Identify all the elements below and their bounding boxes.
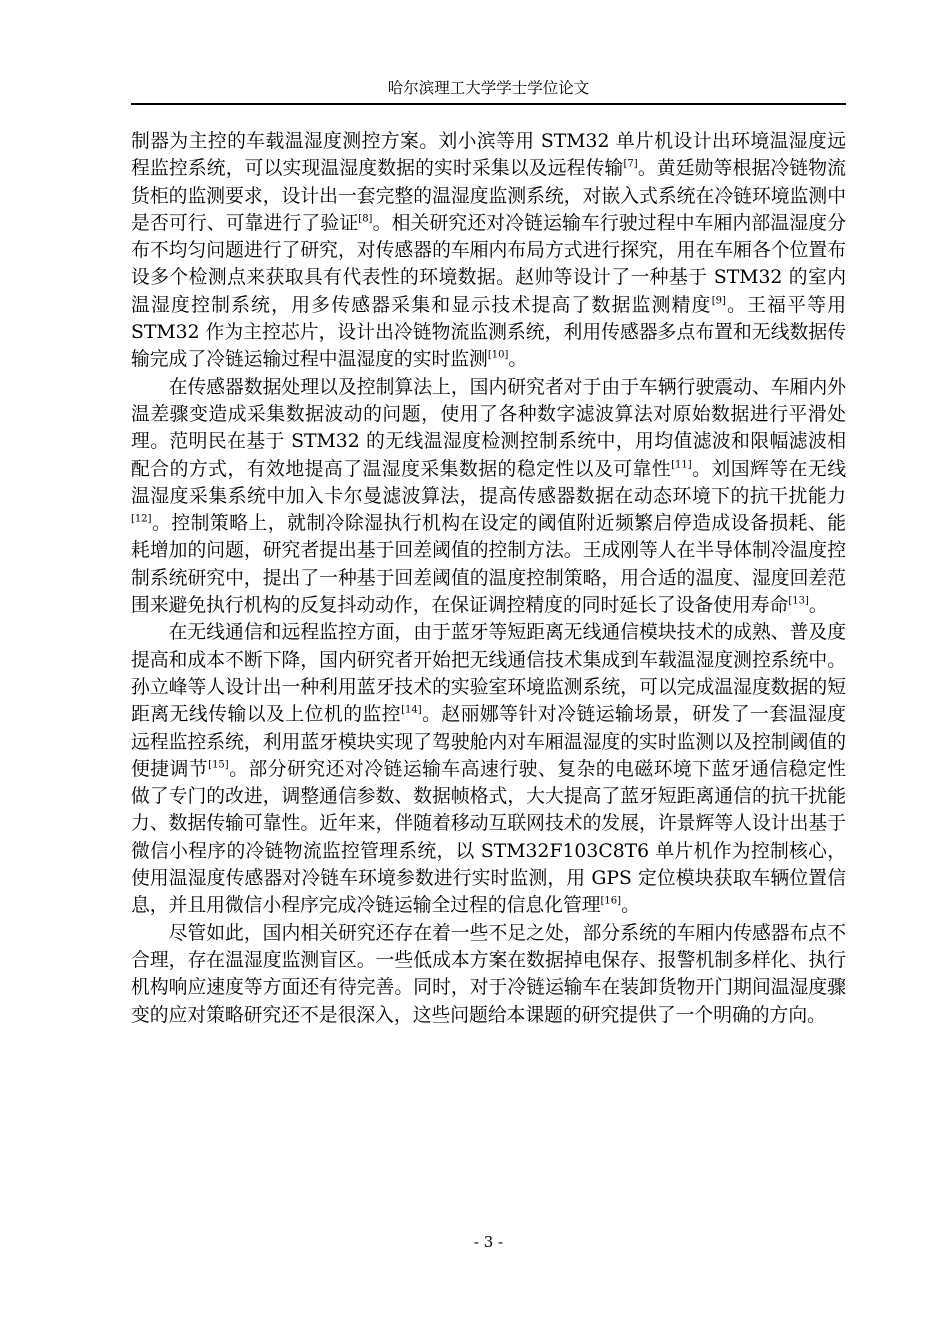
text-run: 制器为主控的车载温湿度测控方案。刘小滨等用 STM32 单片机设计出环境温湿度远程监控系统，可以实现温湿度数据的实时采集以及远程传输	[131, 131, 846, 180]
page-header	[131, 78, 846, 98]
body-text	[131, 128, 846, 1029]
text-run: 。	[621, 895, 640, 917]
text-run: 。赵丽娜等针对冷链运输场景，研发了一套温湿度远程监控系统，利用蓝牙模块实现了驾驶舱内对车厢温湿度的实时监测以及控制阈值的便捷调节	[131, 704, 847, 780]
citation-ref: [7]	[623, 158, 638, 170]
page-number-text: - 3 -	[473, 1233, 504, 1251]
header-divider	[131, 103, 846, 105]
paragraph-wireless-communication	[131, 619, 846, 919]
citation-ref: [11]	[671, 459, 692, 471]
citation-ref: [10]	[487, 349, 509, 361]
text-run: 。	[808, 595, 828, 617]
paragraph-continuation	[131, 128, 846, 374]
text-run: 。刘国辉等在无线温湿度采集系统中加入卡尔曼滤波算法，提高传感器数据在动态环境下的抗干扰能力	[131, 458, 846, 507]
text-run: 尽管如此，国内相关研究还存在着一些不足之处，部分系统的车厢内传感器布点不合理，存在温湿度监测盲区。一些低成本方案在数据掉电保存、报警机制多样化、执行机构响应速度等方面还有待完善。同时，对于冷链运输车在装卸货物开门期间温湿度骤变的应对策略研究还不是很深入，这些问题给本课题的研究提供了一个明确的方向。	[131, 922, 846, 1026]
citation-ref: [8]	[358, 213, 373, 225]
text-run: 在传感器数据处理以及控制算法上，国内研究者对于由于车辆行驶震动、车厢内外温差骤变造成采集数据波动的问题，使用了各种数字滤波算法对原始数据进行平滑处理。范明民在基于 STM32 的无线温湿度检测控制系统中，用均值滤波和限幅滤波相配合的方式，有效地提高了温湿度采集数据的稳定性以及可靠性	[131, 376, 846, 480]
header-title: 哈尔滨理工大学学士学位论文	[387, 79, 590, 97]
citation-ref: [9]	[711, 295, 726, 307]
text-run: 在无线通信和远程监控方面，由于蓝牙等短距离无线通信模块技术的成熟、普及度提高和成本不断下降，国内研究者开始把无线通信技术集成到车载温湿度测控系统中。孙立峰等人设计出一种利用蓝牙技术的实验室环境监测系统，可以完成温湿度数据的短距离无线传输以及上位机的监控	[131, 622, 846, 726]
text-run: 。王福平等用 STM32 作为主控芯片，设计出冷链物流监测系统，利用传感器多点布置和无线数据传输完成了冷链运输过程中温湿度的实时监测	[131, 294, 847, 371]
text-run: 。	[508, 349, 528, 371]
citation-ref: [16]	[600, 895, 622, 907]
text-run: 。控制策略上，就制冷除湿执行机构在设定的阈值附近频繁启停造成设备损耗、能耗增加的问题，研究者提出基于回差阈值的控制方法。王成刚等人在半导体制冷温度控制系统研究中，提出了一种基于回差阈值的温度控制策略，用合适的温度、湿度回差范围来避免执行机构的反复抖动动作，在保证调控精度的同时延长了设备使用寿命	[131, 513, 846, 617]
text-run: 。黄廷勋等根据冷链物流货柜的监测要求，设计出一套完整的温湿度监测系统，对嵌入式系统在冷链环境监测中是否可行、可靠进行了验证	[131, 158, 847, 234]
paragraph-shortcomings	[131, 920, 846, 1029]
paragraph-data-processing	[131, 374, 846, 620]
citation-ref: [12]	[131, 513, 152, 525]
citation-ref: [14]	[401, 704, 422, 716]
citation-ref: [13]	[788, 595, 809, 607]
text-run: 。相关研究还对冷链运输车行驶过程中车厢内部温湿度分布不均匀问题进行了研究，对传感器的车厢内布局方式进行探究，用在车厢各个位置布设多个检测点来获取具有代表性的环境数据。赵帅等设计了一种基于 STM32 的室内温湿度控制系统，用多传感器采集和显示技术提高了数据监测精度	[131, 212, 846, 316]
page-number	[131, 1232, 846, 1252]
citation-ref: [15]	[208, 759, 229, 771]
text-run: 。部分研究还对冷链运输车高速行驶、复杂的电磁环境下蓝牙通信稳定性做了专门的改进，调整通信参数、数据帧格式，大大提高了蓝牙短距离通信的抗干扰能力、数据传输可靠性。近年来，伴随着移动互联网技术的发展，许景辉等人设计出基于微信小程序的冷链物流监控管理系统，以 STM32F103C8T6 单片机作为控制核心，使用温湿度传感器对冷链车环境参数进行实时监测，用 GPS 定位模块获取车辆位置信息，并且用微信小程序完成冷链运输全过程的信息化管理	[131, 758, 847, 917]
